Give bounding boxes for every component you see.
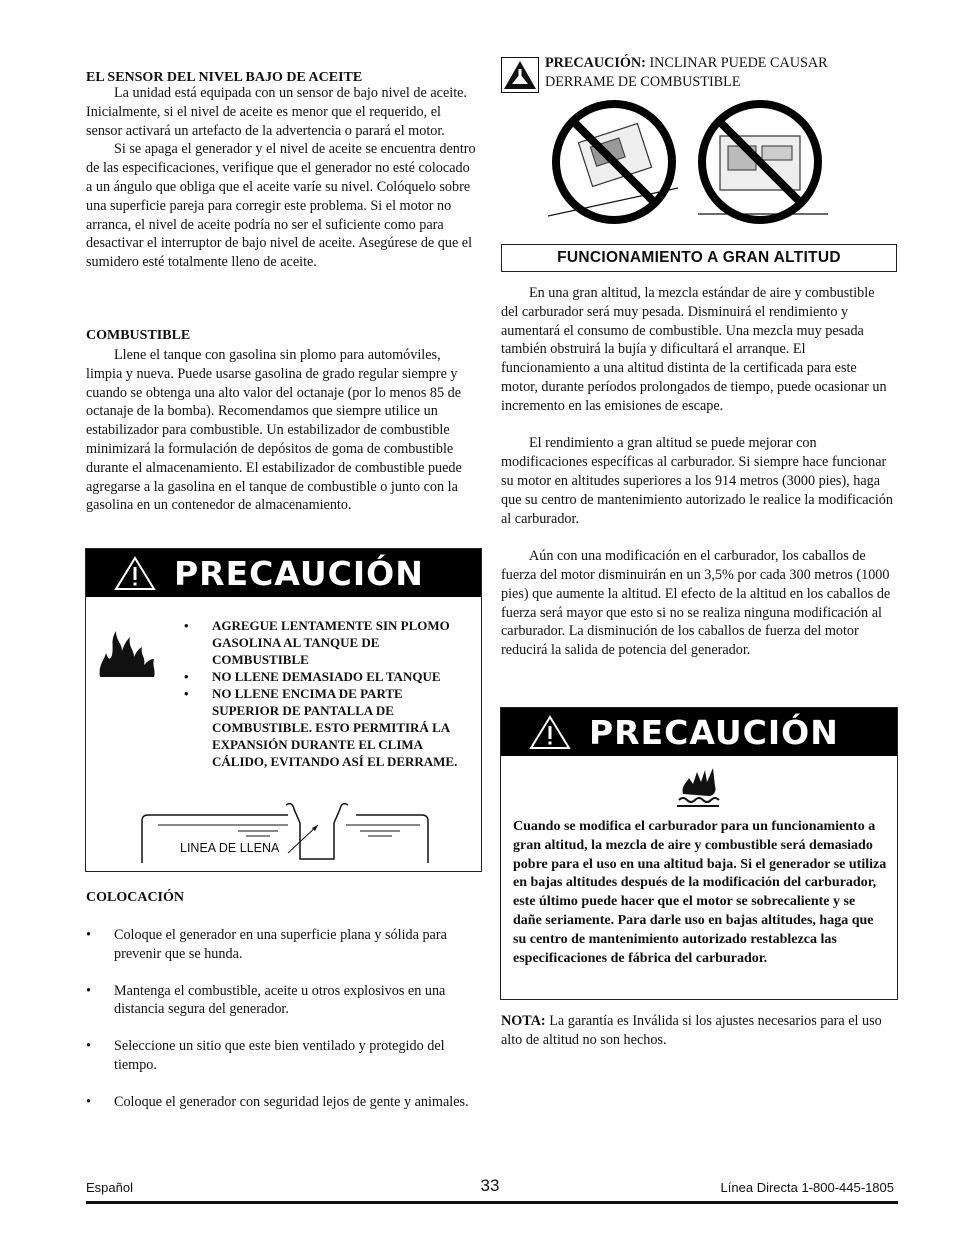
tilt-prohibited-illustration xyxy=(548,96,828,230)
altitude-caution-text: Cuando se modifica el carburador para un funcionamiento a gran altitud, la mezcla de aire y combustible será demasiado pobre para el uso en una altitud baja. Si el generador se utiliza en bajas altitudes después de la modificación del carburador, este último puede hacer que el motor se sobrecaliente y se dañe seriamente. Para darle uso en bajas altitudes, haga que su centro de mantenimiento autorizado restablezca las especificaciones de fábrica del carburador. xyxy=(513,819,887,966)
tilt-warning-message: INCLINAR PUEDE CAUSAR DERRAME DE COMBUSTIBLE xyxy=(545,55,828,90)
oil-sensor-heading: EL SENSOR DEL NIVEL BAJO DE ACEITE xyxy=(86,70,363,85)
footer-hotline: Línea Directa 1-800-445-1805 xyxy=(720,1180,894,1195)
warning-triangle-icon xyxy=(527,713,573,751)
placement-heading: COLOCACIÓN xyxy=(86,890,185,905)
oil-sensor-section xyxy=(86,84,478,272)
footer-language: Español xyxy=(86,1180,133,1195)
hot-surface-icon xyxy=(675,764,721,810)
warning-triangle-icon xyxy=(112,554,158,592)
fire-icon xyxy=(96,625,160,679)
placement-list xyxy=(86,926,478,1112)
fuel-caution-bullets xyxy=(184,617,464,770)
note-text: La garantía es Inválida si los ajustes necesarios para el uso alto de altitud no son hechos. xyxy=(501,1013,882,1048)
fill-line-label: LINEA DE LLENA xyxy=(180,841,280,855)
caution-title: PRECAUCIÓN xyxy=(589,712,839,752)
footer-rule xyxy=(86,1201,898,1204)
warranty-note xyxy=(501,1012,894,1050)
tilt-warning-label: PRECAUCIÓN: xyxy=(545,55,646,71)
altitude-section xyxy=(501,284,894,660)
oil-sensor-paragraph-1: La unidad está equipada con un sensor de bajo nivel de aceite. Inicialmente, si el nivel de aceite es menor que el requerido, el sensor activará un artefacto de la advertencia o parará el motor. xyxy=(86,85,467,139)
oil-sensor-paragraph-2: Si se apaga el generador y el nivel de aceite se encuentra dentro de las especificaciones, verifique que el generador no esté colocado a un ángulo que obliga que el aceite varíe su nivel. Colóquelo sobre una superficie pareja para corregir este problema. Si el motor no arranca, el nivel de aceite podría no ser el suficiente como para desactivar el interruptor de bajo nivel de aceite. Asegúrese de que el sumidero esté totalmente lleno de aceite. xyxy=(86,141,476,271)
caution-bullet: • NO LLENE ENCIMA DE PARTE SUPERIOR DE PANTALLA DE COMBUSTIBLE. ESTO PERMITIRÁ LA EXPANSIÓN DURANTE EL CLIMA CÁLIDO, EVITANDO ASÍ EL DERRAME. xyxy=(184,685,464,770)
caution-header xyxy=(86,549,481,597)
caution-bullet: • AGREGUE LENTAMENTE SIN PLOMO GASOLINA AL TANQUE DE COMBUSTIBLE xyxy=(184,617,464,668)
page-number: 33 xyxy=(480,1176,500,1195)
caution-header xyxy=(501,708,897,756)
altitude-caution-box xyxy=(500,707,898,1000)
altitude-paragraph-2: El rendimiento a gran altitud se puede mejorar con modificaciones específicas al carburador. Si siempre hace funcionar su motor en altitudes superiores a los 914 metros (3000 pies), haga que su centro de mantenimiento autorizado le realice la modificación al carburador. xyxy=(501,435,893,527)
list-item: • Seleccione un sitio que este bien ventilado y protegido del tiempo. xyxy=(86,1038,445,1073)
tilt-warning-icon xyxy=(501,57,539,93)
caution-bullet: • NO LLENE DEMASIADO EL TANQUE xyxy=(184,668,464,685)
fuel-caution-box xyxy=(85,548,482,872)
tilt-warning-text xyxy=(545,54,885,92)
altitude-paragraph-1: En una gran altitud, la mezcla estándar de aire y combustible del carburador será muy pesada. Disminuirá el rendimiento y aumentará el consumo de combustible. Una mezcla muy pesada también obstruirá la bujía y dificultará el arranque. El funcionamiento a una altitud distinta de la certificada para este motor, durante períodos prolongados de tiempo, puede ocasionar un incremento en las emisiones de escape. xyxy=(501,285,887,414)
fuel-heading: COMBUSTIBLE xyxy=(86,328,191,343)
note-label: NOTA: xyxy=(501,1013,546,1029)
list-item: • Coloque el generador con seguridad lejos de gente y animales. xyxy=(86,1093,469,1110)
altitude-paragraph-3: Aún con una modificación en el carburador, los caballos de fuerza del motor disminuirán en un 3,5% por cada 300 metros (1000 pies) que aumente la altitud. El efecto de la altitud en los caballos de fuerza será mayor que esto si no se realiza ninguna modificación al carburador. La disminución de los caballos de fuerza del motor reducirá la salida de potencia del generador. xyxy=(501,548,891,659)
list-item: • Coloque el generador en una superficie plana y sólida para prevenir que se hunda. xyxy=(86,927,447,962)
fuel-section xyxy=(86,346,478,515)
fuel-paragraph: Llene el tanque con gasolina sin plomo para automóviles, limpia y nueva. Puede usarse gasolina de grado regular siempre y cuando se obtenga una alto valor del octanaje (por lo menos 85 de octanaje de la bomba). Recomendamos que siempre utilice un estabilizador para combustible. Un estabilizador de combustible minimizará la formulación de depósitos de goma de combustible durante el almacenamiento. El estabilizador de combustible puede agregarse a la gasolina en el tanque de combustible o junto con la gasolina en un contenedor de almacenamiento. xyxy=(86,347,462,514)
caution-title: PRECAUCIÓN xyxy=(174,553,424,593)
altitude-heading: FUNCIONAMIENTO A GRAN ALTITUD xyxy=(501,244,897,272)
list-item: • Mantenga el combustible, aceite u otros explosivos en una distancia segura del generador. xyxy=(86,982,446,1018)
